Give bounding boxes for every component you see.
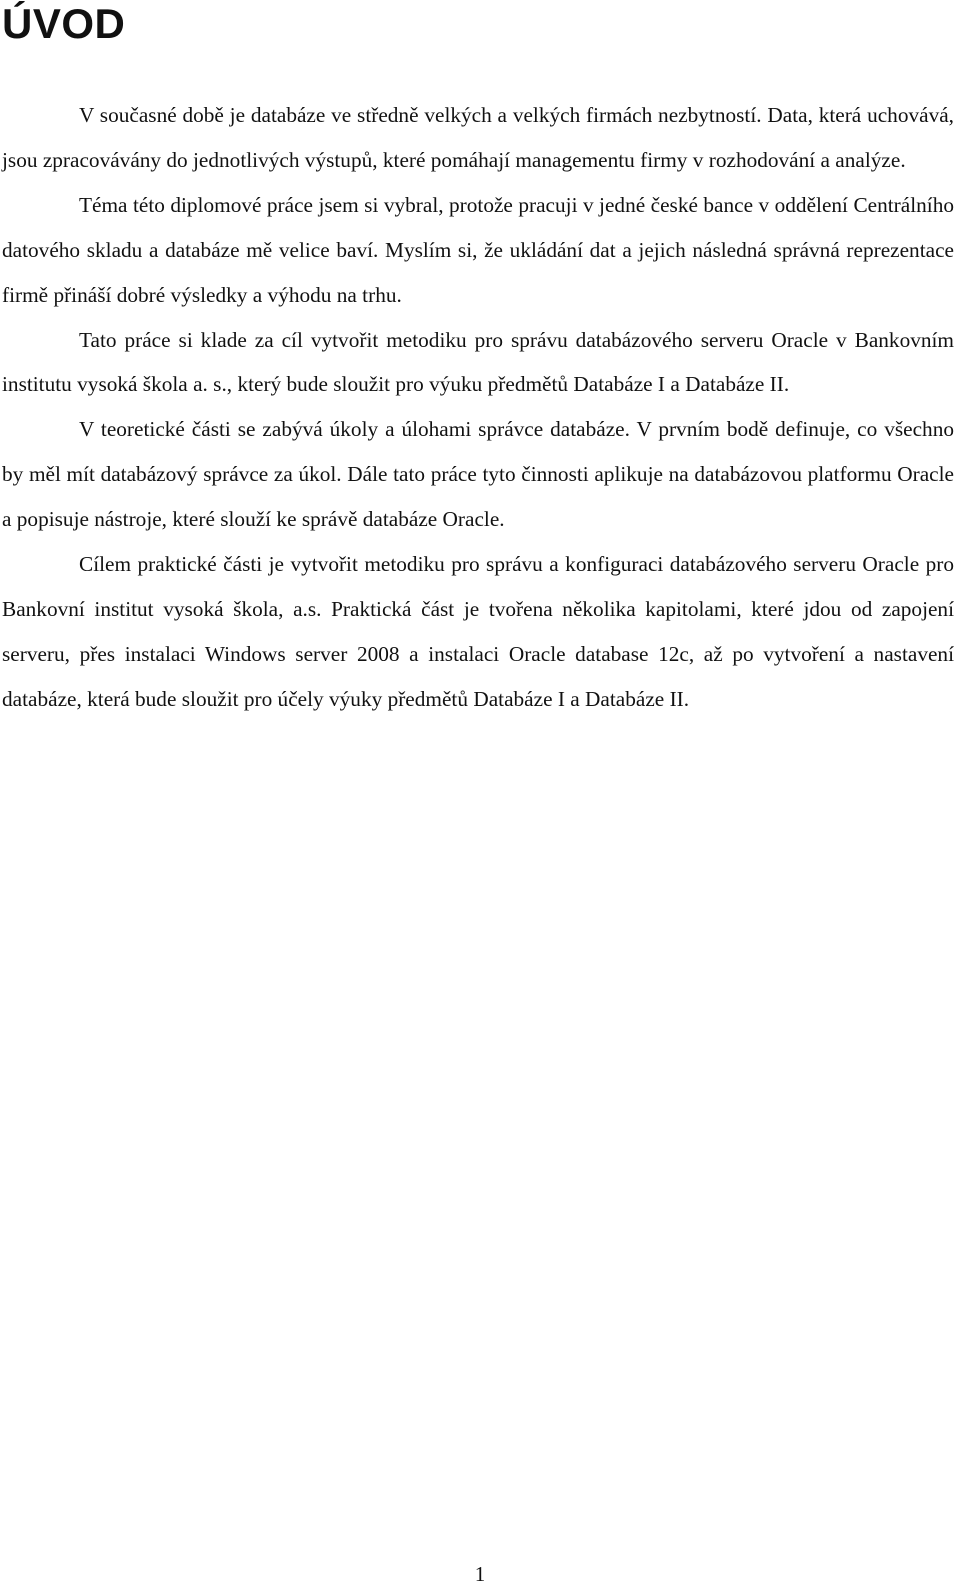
paragraph-theory-part: V teoretické části se zabývá úkoly a úlohami správce databáze. V prvním bodě definuje, co všechno by měl mít databázový správce za úkol. Dále tato práce tyto činnosti aplikuje na databázovou platformu Oracle a popisuje nástroje, které slouží ke správě databáze Oracle. [2,417,954,532]
paragraph-intro: V současné době je databáze ve středně velkých a velkých firmách nezbytností. Data, která uchovává, jsou zpracovávány do jednotlivých výstupů, které pomáhají managementu firmy v rozhodování a analýze. [2,103,954,172]
chapter-heading: ÚVOD [2,0,126,47]
paragraph-goal: Tato práce si klade za cíl vytvořit metodiku pro správu databázového serveru Oracle v Bankovním institutu vysoká škola a. s., který bude sloužit pro výuku předmětů Databáze I a Databáze II. [2,327,954,397]
page-number: 1 [474,1562,486,1586]
paragraph-topic-choice: Téma této diplomové práce jsem si vybral, protože pracuji v jedné české bance v oddělení Centrálního datového skladu a databáze mě velice baví. Myslím si, že ukládání dat a jejich následná správná reprezentace firmě přináší dobré výsledky a výhodu na trhu. [2,192,954,307]
paragraph-practical-part: Cílem praktické části je vytvořit metodiku pro správu a konfiguraci databázového serveru Oracle pro Bankovní institut vysoká škola, a.s. Praktická část je tvořena několika kapitolami, které jdou od zapojení serveru, přes instalaci Windows server 2008 a instalaci Oracle database 12c, až po vytvoření a nastavení databáze, která bude sloužit pro účely výuky předmětů Databáze I a Databáze II. [2,552,954,711]
body-text [2,93,954,722]
